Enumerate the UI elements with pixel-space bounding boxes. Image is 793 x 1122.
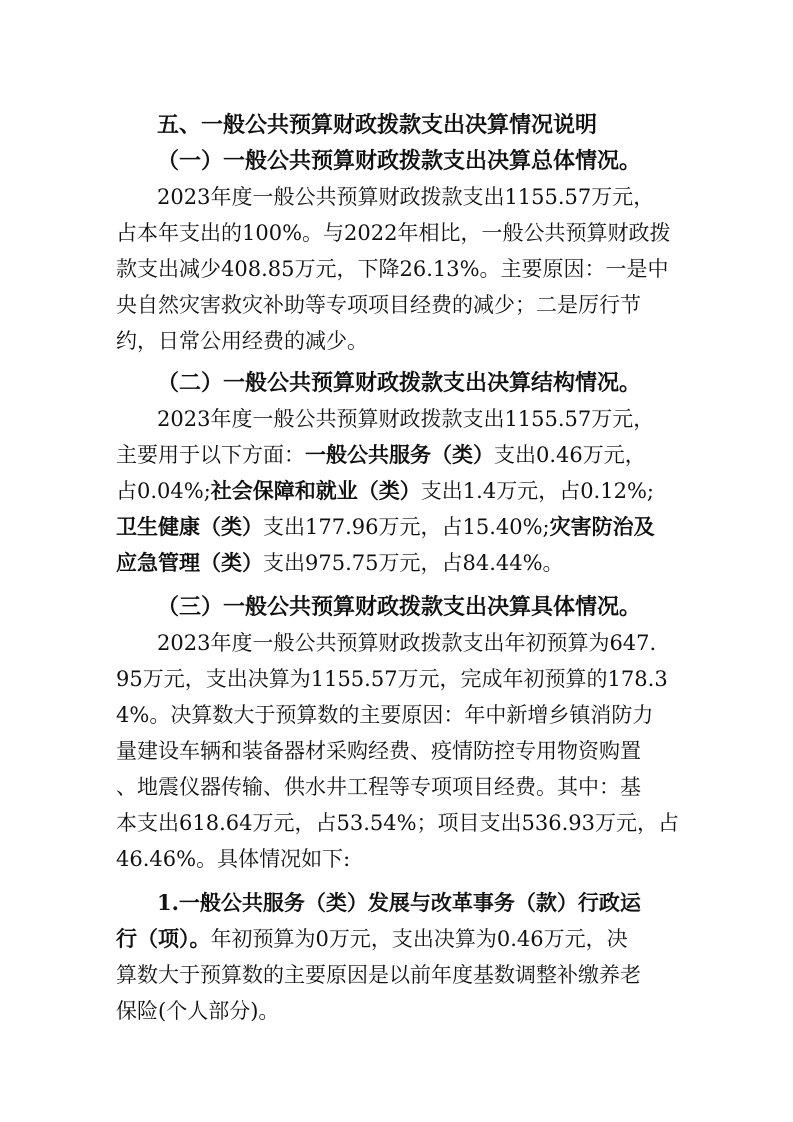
part2-line-3: [116, 476, 654, 506]
category-social-security: 社会保障和就业（类）: [210, 478, 421, 503]
category-social-security-amount: 支出1.4万元，占0.12%;: [420, 479, 654, 503]
category-disaster-prevention-a: 灾害防治及: [549, 514, 655, 539]
part2-line-1: 2023年度一般公共预算财政拨款支出1155.57万元，: [157, 407, 655, 431]
section-title: 五、一般公共预算财政拨款支出决算情况说明: [157, 112, 598, 138]
part1-line-3: 款支出减少408.85万元，下降26.13%。主要原因：一是中: [116, 257, 669, 281]
item1-line-4: 保险(个人部分)。: [116, 999, 280, 1023]
item1-title-line-1: 1.一般公共服务（类）发展与改革事务（款）行政运: [157, 890, 641, 915]
category-disaster-prevention-b: 应急管理（类）: [116, 550, 263, 575]
item1-title-end: 行（项）。: [116, 926, 211, 951]
part3-line-6: 本支出618.64万元，占53.54%；项目支出536.93万元，占: [116, 811, 680, 835]
part1-line-2: 占本年支出的100%。与2022年相比，一般公共预算财政拨: [116, 221, 671, 245]
part3-heading: （三）一般公共预算财政拨款支出决算具体情况。: [157, 594, 642, 620]
part2-heading: （二）一般公共预算财政拨款支出决算结构情况。: [157, 370, 642, 396]
part1-line-1: 2023年度一般公共预算财政拨款支出1155.57万元，: [157, 185, 655, 209]
part3-line-4: 量建设车辆和装备器材采购经费、疫情防控专用物资购置: [116, 739, 641, 763]
category-general-public-services: 一般公共服务（类）: [305, 442, 494, 467]
category-health: 卫生健康（类）: [116, 514, 263, 539]
item1-line-2: [116, 924, 628, 954]
item1-budget-text: 年初预算为0万元，支出决算为0.46万元，决: [210, 927, 628, 951]
item1-line-3: 算数大于预算数的主要原因是以前年度基数调整补缴养老: [116, 963, 641, 987]
part2-intro: 主要用于以下方面：: [116, 443, 305, 467]
part3-line-3: 4%。决算数大于预算数的主要原因：年中新增乡镇消防力: [116, 703, 654, 727]
part3-line-7: 46.46%。具体情况如下:: [116, 847, 351, 871]
category-health-amount: 支出177.96万元，占15.40%;: [263, 515, 550, 539]
part1-line-5: 约，日常公用经费的减少。: [116, 329, 368, 353]
category-general-public-services-share: 占0.04%;: [116, 479, 211, 503]
part2-line-2: [116, 440, 646, 470]
category-general-public-services-amount: 支出0.46万元，: [494, 443, 646, 467]
part2-line-5: [116, 548, 564, 578]
part1-heading: （一）一般公共预算财政拨款支出决算总体情况。: [157, 148, 642, 174]
part3-line-5: 、地震仪器传输、供水井工程等专项项目经费。其中：基: [116, 775, 641, 799]
category-disaster-prevention-amount: 支出975.75万元，占84.44%。: [263, 551, 564, 575]
part3-line-2: 95万元，支出决算为1155.57万元，完成年初预算的178.3: [116, 667, 668, 691]
part3-line-1: 2023年度一般公共预算财政拨款支出年初预算为647.: [157, 631, 657, 655]
part2-line-4: [116, 512, 655, 542]
part1-line-4: 央自然灾害救灾补助等专项项目经费的减少；二是厉行节: [116, 293, 641, 317]
